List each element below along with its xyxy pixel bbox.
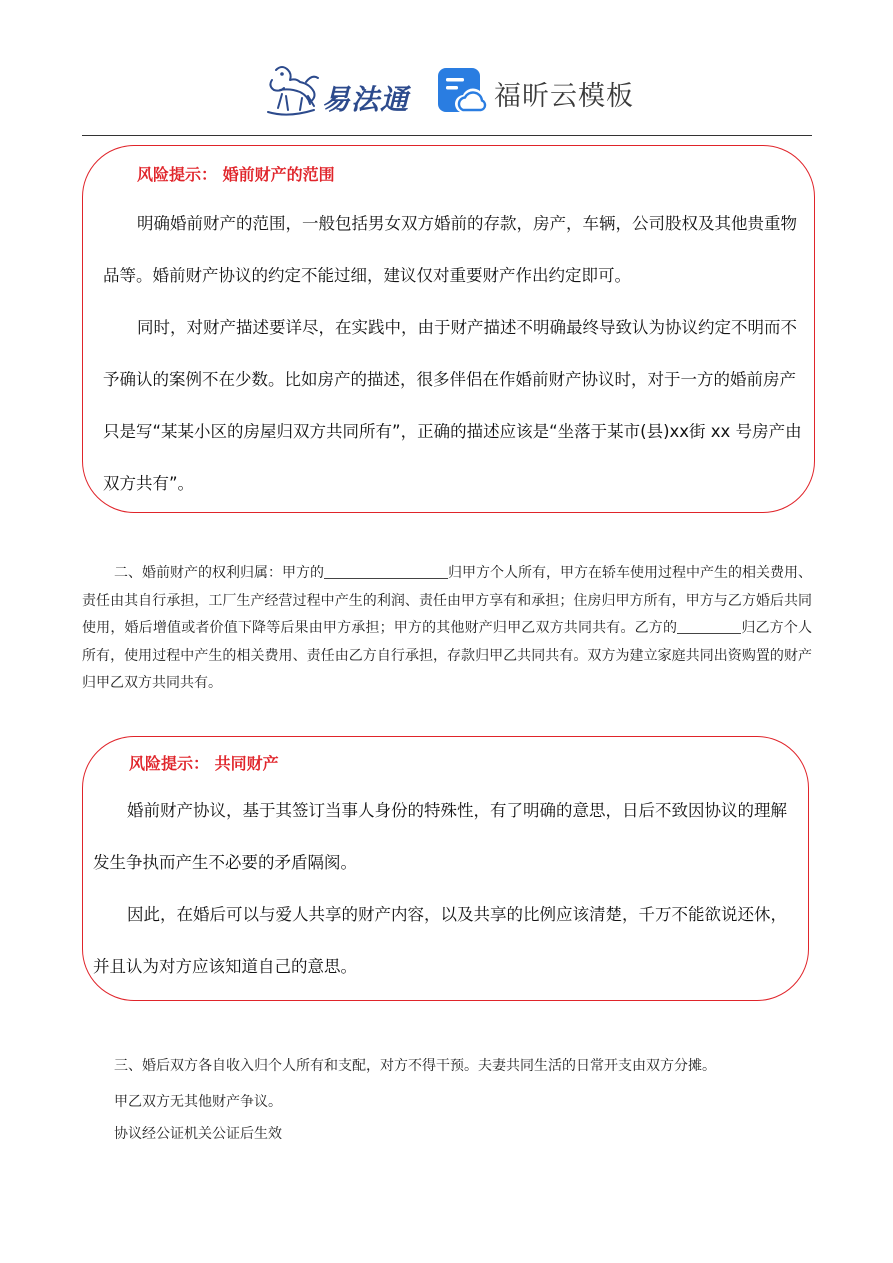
risk-tip-box-premarital-scope	[82, 145, 815, 513]
clause-text: 归乙方个人所有，使用过程中产生的相关费用、责任由乙方自行承担，存款归甲乙共同共有。双方为建立家庭共同出资购置的财产归甲乙双方共同共有。	[82, 620, 813, 691]
foxit-brand-name: 福昕云模板	[494, 81, 634, 112]
risk-tip-paragraph: 同时，对财产描述要详尽，在实践中，由于财产描述不明确最终导致认为协议约定不明而不予确认的案例不在少数。比如房产的描述，很多伴侣在作婚前财产协议时，对于一方的婚前房产只是写“某某小区的房屋归双方共同所有”，正确的描述应该是“坐落于某市(县)xx街 xx 号房产由双方共有”。	[103, 318, 802, 493]
risk-tip-title: 风险提示： 共同财产	[129, 754, 279, 773]
foxit-cloud-template-logo	[436, 66, 636, 120]
notarization-statement: 协议经公证机关公证后生效	[114, 1126, 282, 1142]
header-divider	[82, 135, 812, 136]
yifatong-brand-name: 易法通	[322, 83, 410, 116]
no-dispute-statement: 甲乙双方无其他财产争议。	[114, 1094, 282, 1110]
fill-in-blank	[324, 564, 448, 579]
risk-tip-paragraph: 明确婚前财产的范围，一般包括男女双方婚前的存款，房产，车辆，公司股权及其他贵重物品等。婚前财产协议的约定不能过细，建议仅对重要财产作出约定即可。	[103, 214, 797, 285]
clause-text: 归甲方个人所有，甲方在轿车使用过程中产生的相关费用、责任由其自行承担，工厂生产经营过程中产生的利润、责任由甲方享有和承担；住房归甲方所有，甲方与乙方婚后共同使用，婚后增值或者价值下降等后果由甲方承担；甲方的其他财产归甲乙双方共同共有。乙方的	[82, 565, 812, 636]
risk-tip-box-common-property	[82, 736, 809, 1001]
qilin-emblem-icon	[262, 60, 324, 122]
risk-tip-paragraph: 因此，在婚后可以与爱人共享的财产内容，以及共享的比例应该清楚，千万不能欲说还休，并且认为对方应该知道自己的意思。	[93, 905, 787, 976]
risk-tip-paragraph: 婚前财产协议，基于其签订当事人身份的特殊性，有了明确的意思，日后不致因协议的理解发生争执而产生不必要的矛盾隔阂。	[93, 801, 787, 872]
fill-in-blank	[677, 619, 741, 634]
clause-2-property-ownership	[82, 560, 812, 698]
yifatong-logo	[262, 60, 412, 122]
risk-tip-title: 风险提示： 婚前财产的范围	[137, 165, 335, 184]
clause-3-income: 三、婚后双方各自收入归个人所有和支配，对方不得干预。夫妻共同生活的日常开支由双方分摊。	[114, 1058, 716, 1074]
page-header	[0, 0, 893, 136]
cloud-document-icon	[436, 66, 488, 118]
clause-text: 二、婚前财产的权利归属：甲方的	[114, 565, 324, 581]
